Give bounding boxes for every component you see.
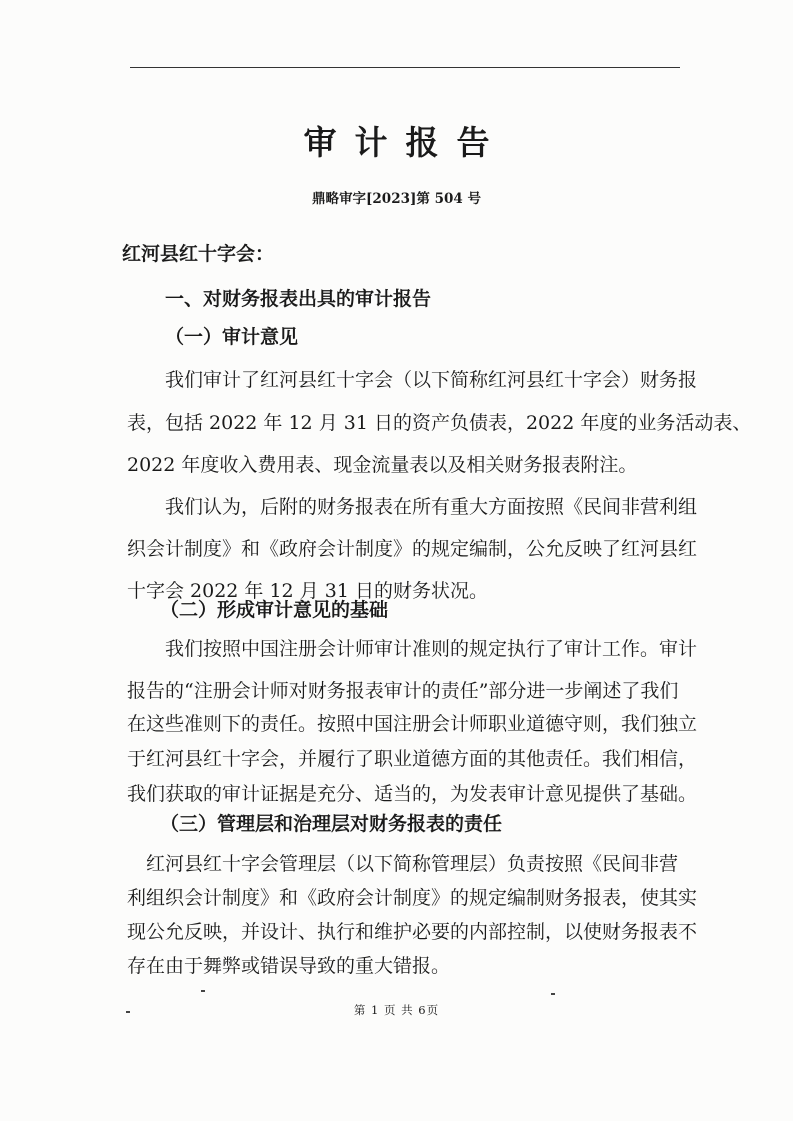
- scan-mark: [201, 990, 205, 992]
- paragraph-line: 报告的“注册会计师对财务报表审计的责任”部分进一步阐述了我们: [127, 680, 679, 702]
- page-number: 第 1 页 共 6页: [353, 1003, 440, 1017]
- header-rule: [130, 67, 680, 68]
- paragraph-line: 织会计制度》和《政府会计制度》的规定编制，公允反映了红河县红: [127, 538, 698, 560]
- paragraph-line: 我们认为，后附的财务报表在所有重大方面按照《民间非营利组: [165, 496, 698, 518]
- subsection-heading-responsibility: （三）管理层和治理层对财务报表的责任: [160, 813, 503, 835]
- report-title: 审计报告: [303, 123, 508, 162]
- paragraph-line: 我们审计了红河县红十字会（以下简称红河县红十字会）财务报: [165, 369, 698, 391]
- paragraph-line: 于红河县红十字会，并履行了职业道德方面的其他责任。我们相信，: [127, 748, 698, 770]
- paragraph-line: 我们获取的审计证据是充分、适当的，为发表审计意见提供了基础。: [127, 783, 698, 805]
- paragraph-line: 红河县红十字会管理层（以下简称管理层）负责按照《民间非营: [146, 853, 679, 875]
- paragraph-line: 利组织会计制度》和《政府会计制度》的规定编制财务报表，使其实: [127, 887, 698, 909]
- paragraph-line: 十字会 2022 年 12 月 31 日的财务状况。: [127, 580, 488, 602]
- subsection-heading-audit-opinion: （一）审计意见: [165, 326, 299, 348]
- section-heading-1: 一、对财务报表出具的审计报告: [165, 288, 432, 310]
- document-number: 鼎略审字[2023]第 504 号: [312, 191, 481, 207]
- paragraph-line: 现公允反映，并设计、执行和维护必要的内部控制，以使财务报表不: [127, 921, 698, 943]
- subsection-heading-basis: （二）形成审计意见的基础: [160, 599, 389, 621]
- paragraph-line: 2022 年度收入费用表、现金流量表以及相关财务报表附注。: [127, 454, 638, 476]
- paragraph-line: 表，包括 2022 年 12 月 31 日的资产负债表，2022 年度的业务活动表、: [127, 412, 752, 434]
- addressee: 红河县红十字会：: [122, 243, 275, 265]
- paragraph-line: 在这些准则下的责任。按照中国注册会计师职业道德守则，我们独立: [127, 713, 698, 735]
- paragraph-line: 存在由于舞弊或错误导致的重大错报。: [127, 955, 451, 977]
- paragraph-line: 我们按照中国注册会计师审计准则的规定执行了审计工作。审计: [165, 638, 698, 660]
- scan-mark: [551, 993, 555, 995]
